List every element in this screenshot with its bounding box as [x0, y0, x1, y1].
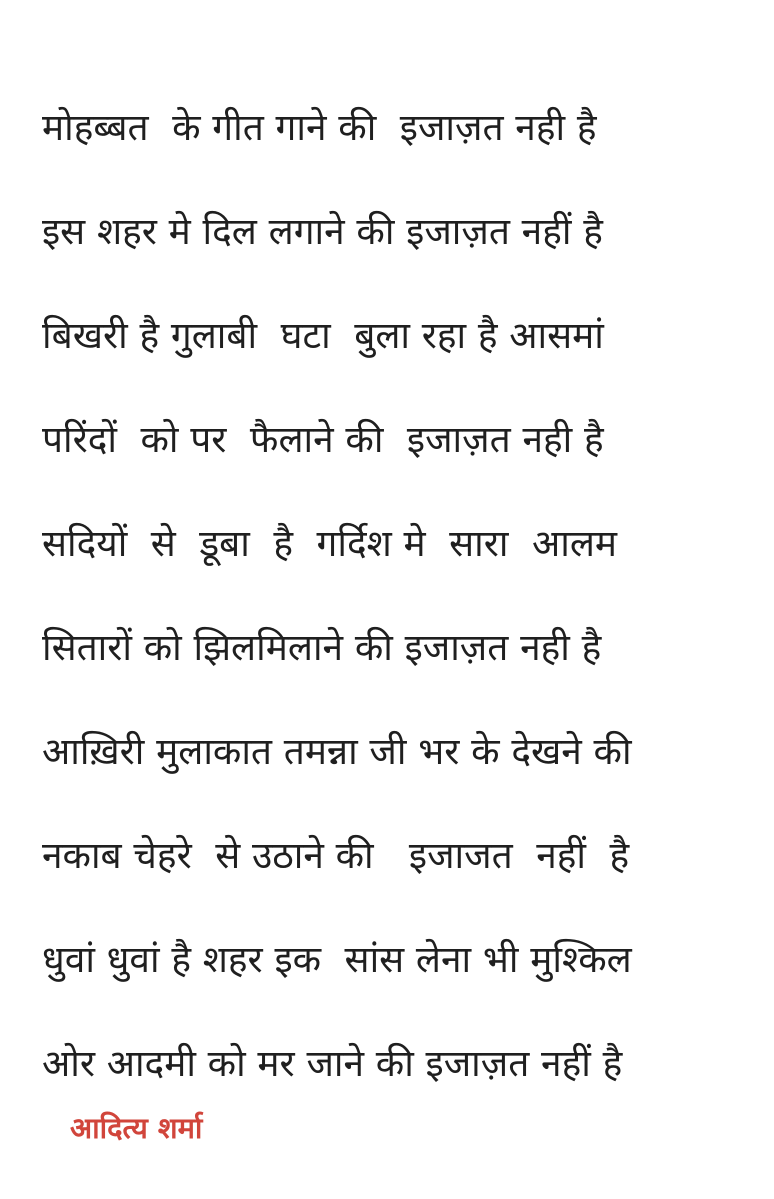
poem-line-10: ओर आदमी को मर जाने की इजाज़त नहीं है	[42, 1042, 623, 1085]
poem-line-2: इस शहर मे दिल लगाने की इजाज़त नहीं है	[42, 210, 603, 253]
poem-line-7: आख़िरी मुलाकात तमन्ना जी भर के देखने की	[42, 730, 632, 773]
poem-body	[42, 96, 762, 1136]
poem-line-8: नकाब चेहरे से उठाने की इजाजत नहीं है	[42, 834, 630, 877]
poem-line-6: सितारों को झिलमिलाने की इजाज़त नही है	[42, 626, 602, 669]
author-signature: आदित्य शर्मा	[70, 1111, 203, 1145]
poem-line-9: धुवां धुवां है शहर इक सांस लेना भी मुश्किल	[42, 938, 632, 981]
poem-line-5: सदियों से डूबा है गर्दिश मे सारा आलम	[42, 522, 618, 565]
poem-line-4: परिंदों को पर फैलाने की इजाज़त नही है	[42, 418, 604, 461]
poem-line-3: बिखरी है गुलाबी घटा बुला रहा है आसमां	[42, 314, 604, 357]
poem-line-1: मोहब्बत के गीत गाने की इजाज़त नही है	[42, 106, 597, 149]
